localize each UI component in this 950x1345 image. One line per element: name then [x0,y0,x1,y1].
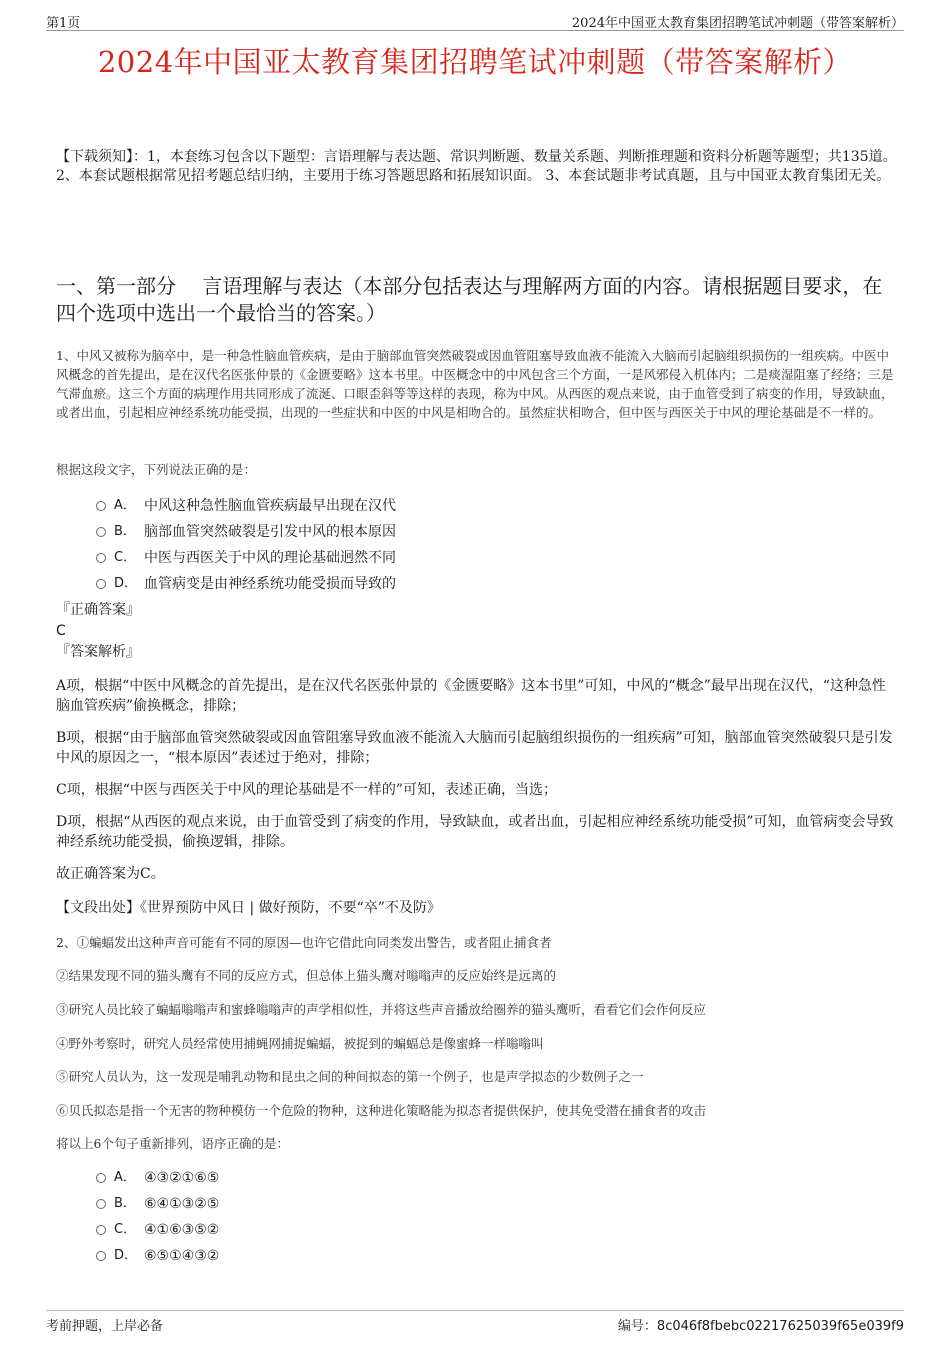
correct-answer: C [56,623,66,639]
radio-icon[interactable] [96,579,106,589]
analysis-c: C项，根据“中医与西医关于中风的理论基础是不一样的”可知，表述正确，当选； [56,782,558,798]
footer-slogan: 考前押题，上岸必备 [46,1319,164,1334]
page-header [46,10,904,31]
analysis-conclusion: 故正确答案为C。 [56,866,165,882]
page-footer [46,1310,904,1334]
q2-sentence-3: ③研究人员比较了蝙蝠嗡嗡声和蜜蜂嗡嗡声的声学相似性，并将这些声音播放给圈养的猫头鹰听，看看它们会作何反应 [56,1002,707,1017]
q2-sentence-6: ⑥贝氏拟态是指一个无害的物种模仿一个危险的物种，这种进化策略能为拟态者提供保护，使其免受潜在捕食者的攻击 [56,1103,707,1118]
download-notice: 【下载须知】：1，本套练习包含以下题型：言语理解与表达题、常识判断题、数量关系题、判断推理题和资料分析题等题型；共135道。 2、本套试题根据常见招考题总结归纳，主要用于练习答题思路和拓展知识面。 3、本套试题非考试真题，且与中国亚太教育集团无关。 [56,149,897,184]
radio-icon[interactable] [96,527,106,537]
q1-passage: 1、中风又被称为脑卒中，是一种急性脑血管疾病，是由于脑部血管突然破裂或因血管阻塞导致血液不能流入大脑而引起脑组织损伤的一组疾病。中医中风概念的首先提出，是在汉代名医张仲景的《金匮要略》这本书里。中医概念中的中风包含三个方面，一是风邪侵入机体内；二是痰湿阻塞了经络；三是气滞血瘀。这三个方面的病理作用共同形成了流涎、口眼歪斜等等这样的表现，称为中风。从西医的观点来说，由于血管受到了病变的作用，导致缺血，或者出血，引起相应神经系统功能受损，出现的一些症状和中医的中风是相吻合的。虽然症状相吻合，但中医与西医关于中风的理论基础是不一样的。 [56,348,894,420]
source-citation: 【文段出处】《世界预防中风日 | 做好预防，不要“卒”不及防》 [56,900,441,916]
answer-label: 『正确答案』 [56,602,140,618]
section-title: 一、第一部分 言语理解与表达（本部分包括表达与理解两方面的内容。请根据题目要求，在四个选项中选出一个最恰当的答案。） [56,274,883,325]
analysis-label: 『答案解析』 [56,644,140,660]
analysis-a: A项，根据“中医中风概念的首先提出，是在汉代名医张仲景的《金匮要略》这本书里”可知，中风的“概念”最早出现在汉代，“这种急性脑血管疾病”偷换概念，排除； [56,678,886,714]
q2-question: 将以上6个句子重新排列，语序正确的是： [56,1136,289,1151]
footer-serial: 编号：8c046f8fbebc02217625039f65e039f9 [617,1319,904,1334]
header-doc-title: 2024年中国亚太教育集团招聘笔试冲刺题（带答案解析） [571,16,904,31]
q2-sentence-4: ④野外考察时，研究人员经常使用捕蝇网捕捉蝙蝠，被捉到的蝙蝠总是像蜜蜂一样嗡嗡叫 [56,1036,544,1051]
radio-icon[interactable] [96,553,106,563]
analysis-b: B项，根据“由于脑部血管突然破裂或因血管阻塞导致血液不能流入大脑而引起脑组织损伤的一组疾病”可知，脑部血管突然破裂只是引发中风的原因之一，“根本原因”表述过于绝对，排除； [56,730,893,766]
page-number: 第1页 [46,16,81,31]
radio-icon[interactable] [96,1225,106,1235]
analysis-d: D项，根据“从西医的观点来说，由于血管受到了病变的作用，导致缺血，或者出血，引起相应神经系统功能受损”可知，血管病变会导致神经系统功能受损，偷换逻辑，排除。 [56,814,894,850]
document-title: 2024年中国亚太教育集团招聘笔试冲刺题（带答案解析） [97,45,853,79]
q1-question: 根据这段文字，下列说法正确的是： [56,462,257,477]
radio-icon[interactable] [96,1251,106,1261]
radio-icon[interactable] [96,1173,106,1183]
q2-sentence-2: ②结果发现不同的猫头鹰有不同的反应方式，但总体上猫头鹰对嗡嗡声的反应始终是远离的 [56,968,557,983]
q2-sentence-1: 2、①蝙蝠发出这种声音可能有不同的原因—也许它借此向同类发出警告，或者阻止捕食者 [56,935,552,950]
q2-sentence-5: ⑤研究人员认为，这一发现是哺乳动物和昆虫之间的种间拟态的第一个例子，也是声学拟态的少数例子之一 [56,1069,644,1084]
radio-icon[interactable] [96,1199,106,1209]
radio-icon[interactable] [96,501,106,511]
